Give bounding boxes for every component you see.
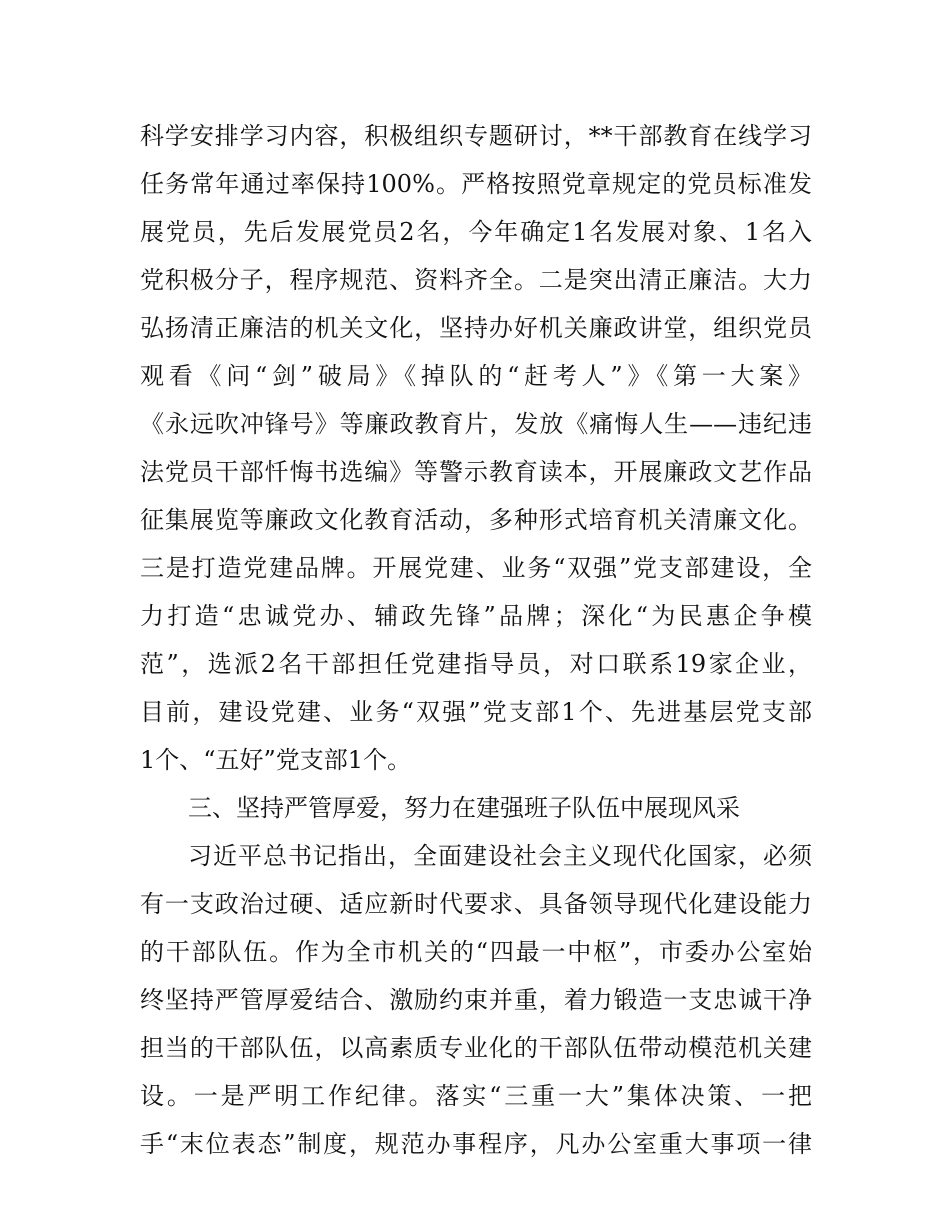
text-line: 设。一是严明工作纪律。落实“三重一大”集体决策、一把 xyxy=(140,1082,812,1110)
text-line: 有一支政治过硬、适应新时代要求、具备领导现代化建设能力 xyxy=(140,890,812,918)
text-line: 展党员，先后发展党员2名，今年确定1名发展对象、1名入 xyxy=(140,218,812,246)
text-line: 终坚持严管厚爱结合、激励约束并重，着力锻造一支忠诚干净 xyxy=(140,986,812,1014)
text-line: 党积极分子，程序规范、资料齐全。二是突出清正廉洁。大力 xyxy=(140,266,812,294)
text-line: 法党员干部忏悔书选编》等警示教育读本，开展廉政文艺作品 xyxy=(140,458,812,486)
text-line: 《永远吹冲锋号》等廉政教育片，发放《痛悔人生——违纪违 xyxy=(140,410,812,438)
document-body xyxy=(140,112,812,1168)
text-line: 弘扬清正廉洁的机关文化，坚持办好机关廉政讲堂，组织党员 xyxy=(140,314,812,342)
text-line: 科学安排学习内容，积极组织专题研讨，**干部教育在线学习 xyxy=(140,122,812,150)
text-line: 的干部队伍。作为全市机关的“四最一中枢”，市委办公室始 xyxy=(140,938,812,966)
text-line: 征集展览等廉政文化教育活动，多种形式培育机关清廉文化。 xyxy=(140,506,812,534)
text-line: 担当的干部队伍，以高素质专业化的干部队伍带动模范机关建 xyxy=(140,1034,812,1062)
text-line: 范”，选派2名干部担任党建指导员，对口联系19家企业， xyxy=(140,650,812,678)
text-line: 观看《问“剑”破局》《掉队的“赶考人”》《第一大案》 xyxy=(140,362,812,390)
text-line: 任务常年通过率保持100%。严格按照党章规定的党员标准发 xyxy=(140,170,812,198)
section-heading: 三、坚持严管厚爱，努力在建强班子队伍中展现风采 xyxy=(188,794,740,822)
text-line: 目前，建设党建、业务“双强”党支部1个、先进基层党支部 xyxy=(140,698,812,726)
text-line: 手“末位表态”制度，规范办事程序，凡办公室重大事项一律 xyxy=(140,1130,812,1158)
text-line: 三是打造党建品牌。开展党建、业务“双强”党支部建设，全 xyxy=(140,554,812,582)
text-line: 力打造“忠诚党办、辅政先锋”品牌；深化“为民惠企争模 xyxy=(140,602,812,630)
paragraph-first-line: 习近平总书记指出，全面建设社会主义现代化国家，必须 xyxy=(188,842,812,870)
text-line: 1个、“五好”党支部1个。 xyxy=(140,746,412,774)
